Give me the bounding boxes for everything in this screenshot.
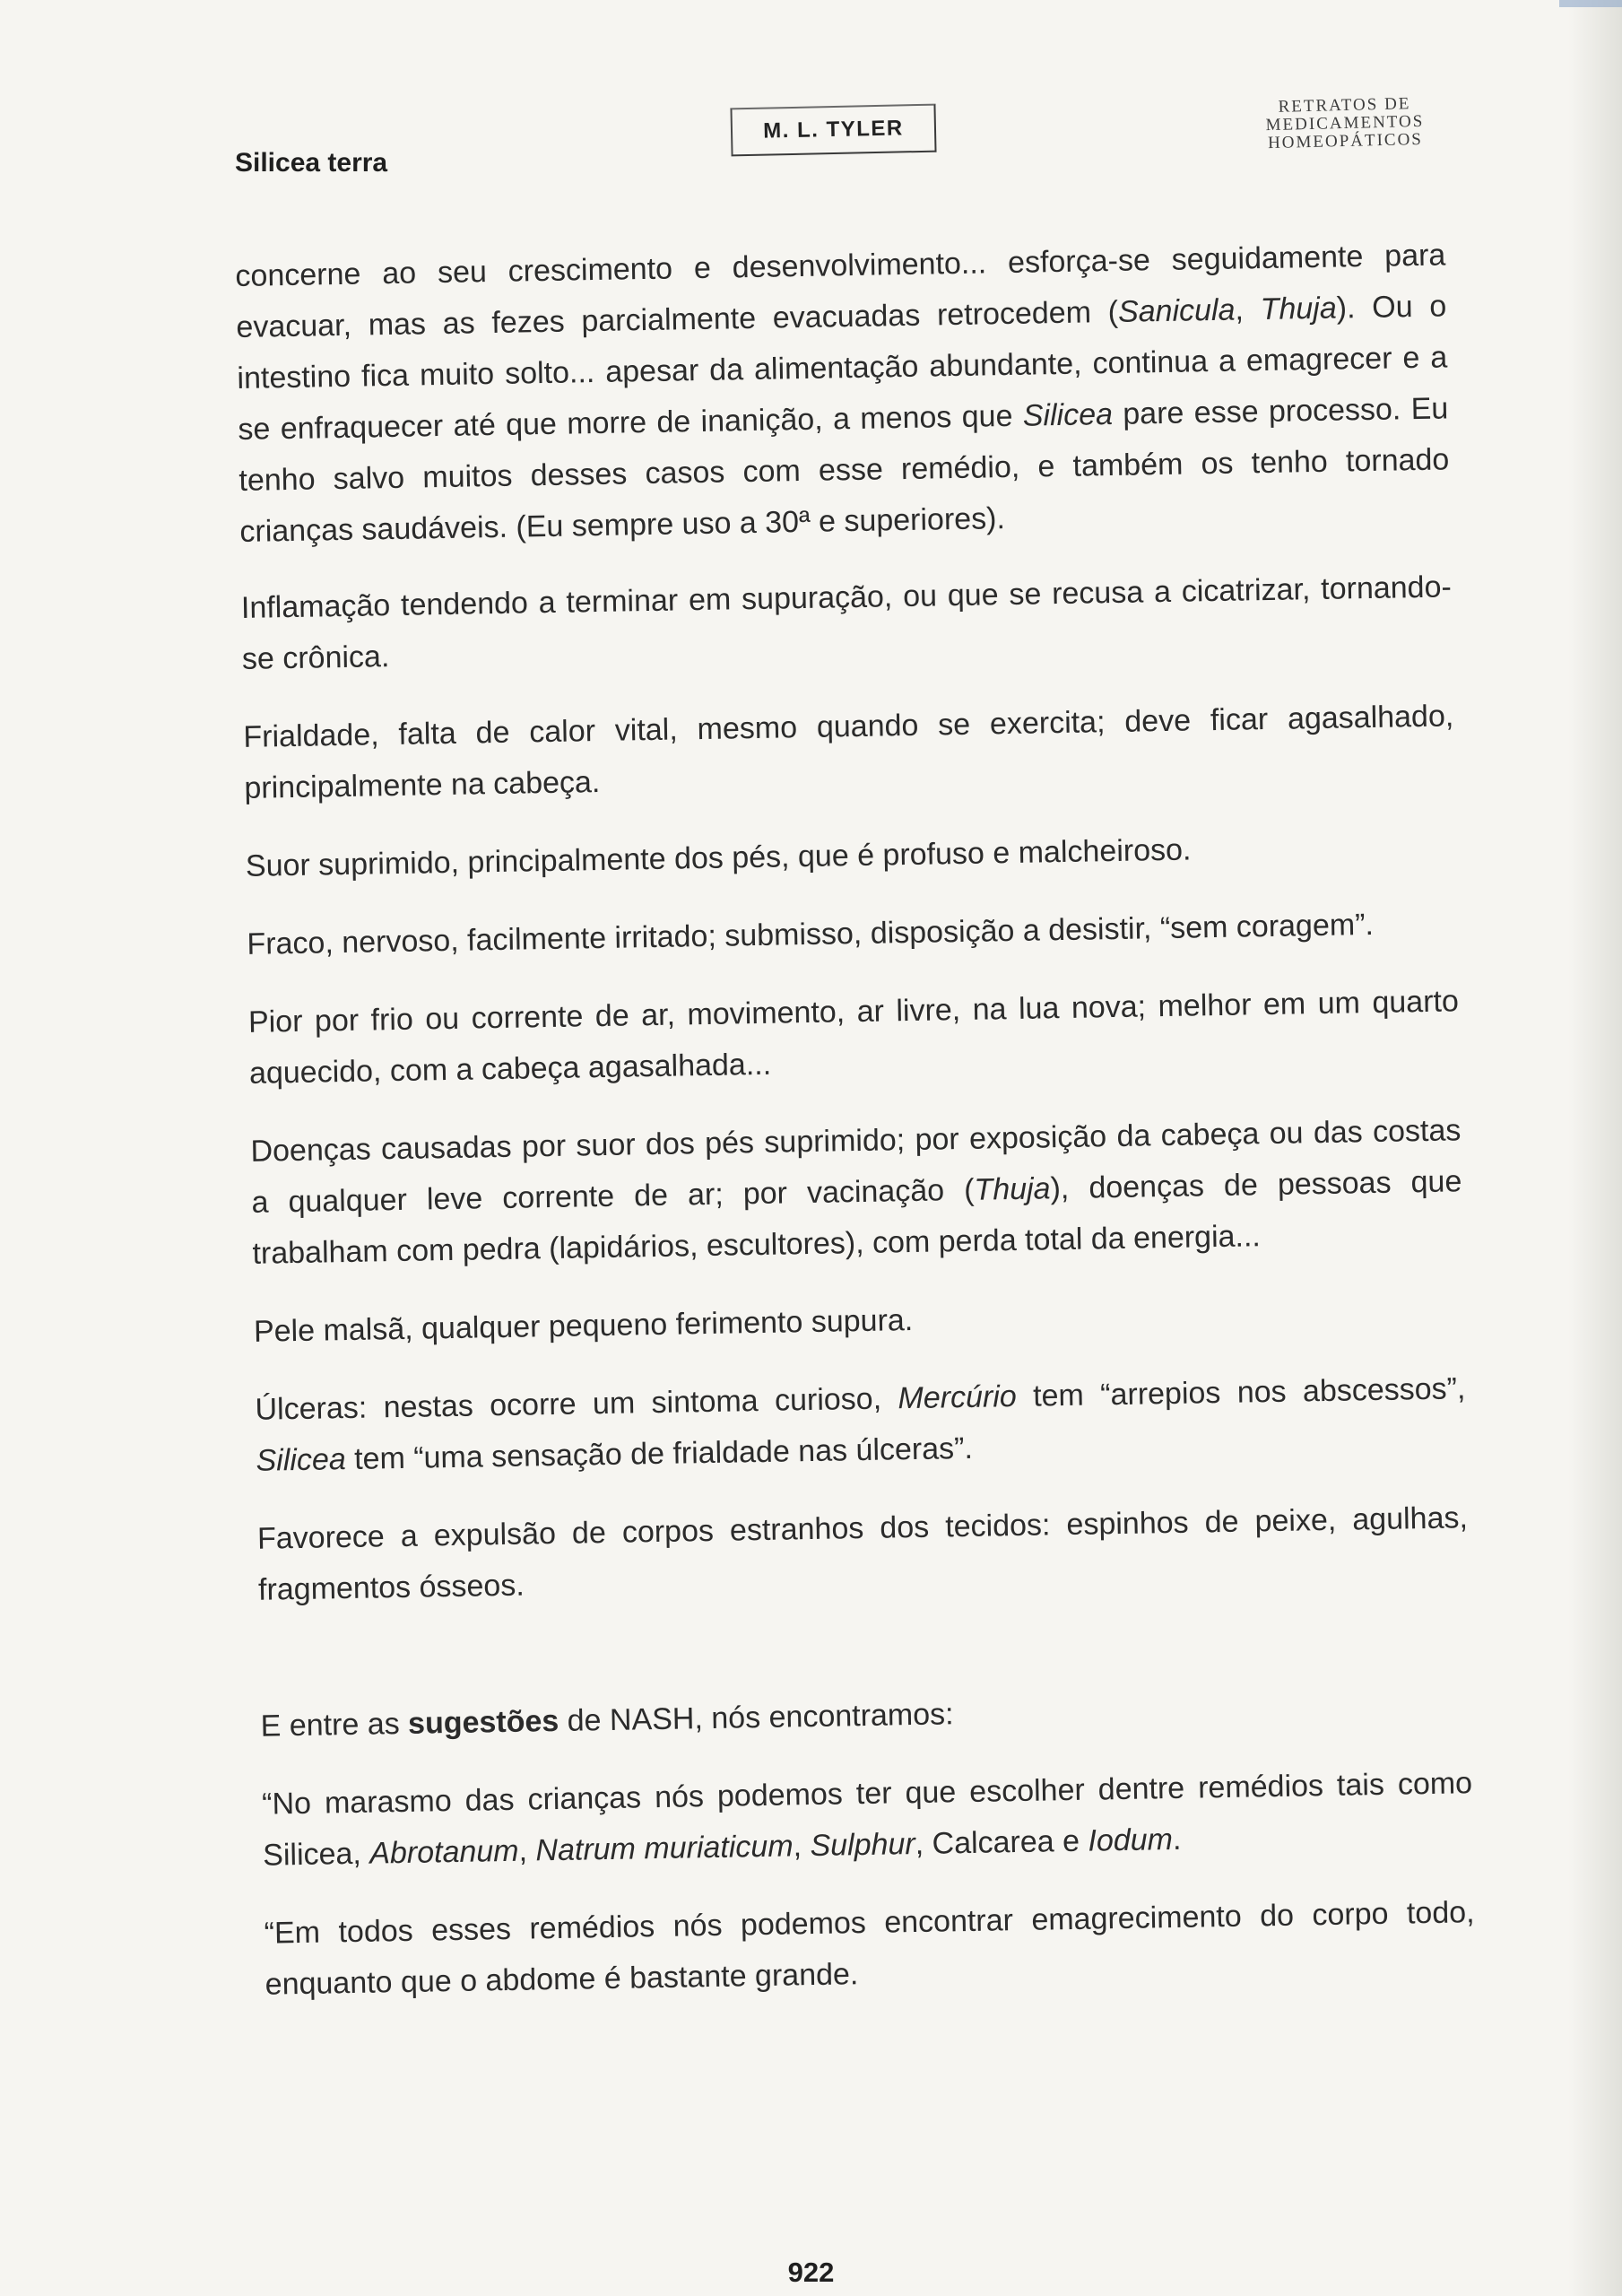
paragraph-p3 [243,691,1455,814]
italic-term: Sanicula [1117,292,1236,329]
italic-term: Iodum [1088,1822,1174,1858]
paragraph-p2 [240,561,1453,685]
book-title-line: RETRATOS DE [1278,94,1411,117]
paragraph-p1 [235,230,1451,558]
section-title: Silicea terra [235,148,388,178]
paragraph-p4 [245,820,1456,892]
paragraph-p6 [248,976,1461,1100]
text-run: Pele malsã, qualquer pequeno ferimento supura. [253,1302,914,1349]
text-run: , [518,1833,536,1868]
text-run: Pior por frio ou corrente de ar, movimento, ar livre, na lua nova; melhor em um quarto aquecido, com a cabeça agasalhada... [247,984,1460,1091]
text-run: Suor suprimido, principalmente dos pés, que é profuso e malcheiroso. [245,832,1192,883]
italic-term: Mercúrio [898,1378,1018,1416]
paragraph-p8 [254,1285,1465,1358]
text-run: Frialdade, falta de calor vital, mesmo quando se exercita; deve ficar agasalhado, principalmente na cabeça. [243,699,1454,805]
text-run: tem “arrepios nos abscessos”, [1016,1371,1466,1413]
paragraph-p13 [264,1887,1476,2011]
paragraph-p11 [260,1680,1471,1752]
paragraph-p12 [262,1758,1474,1882]
text-run: Doenças causadas por suor dos pés suprimido; por exposição da cabeça ou das costas a qualquer leve corrente de ar; por vacinação ( [250,1113,1462,1220]
text-run: . [1172,1822,1182,1857]
book-title-line: MEDICAMENTOS [1265,111,1425,135]
body-text [235,230,1477,2037]
paragraph-p10 [257,1492,1470,1616]
text-run: Inflamação tendendo a terminar em supuração, ou que se recusa a cicatrizar, tornando-se crônica. [240,570,1453,676]
book-title-line: HOMEOPÁTICOS [1267,129,1424,153]
text-run: “Em todos esses remédios nós podemos encontrar emagrecimento do corpo todo, enquanto que o abdome é bastante grande. [264,1895,1475,2002]
italic-term: Natrum muriaticum [535,1829,794,1868]
book-title [1227,94,1462,153]
bold-term: sugestões [407,1703,559,1741]
text-run: Úlceras: nestas ocorre um sintoma curioso, [255,1381,898,1427]
paragraph-p9 [255,1363,1467,1487]
page-number: 922 [787,2257,835,2288]
text-run: , [1235,292,1261,327]
text-run: tem “uma sensação de frialdade nas úlceras”. [345,1431,974,1477]
paragraph-p7 [250,1105,1463,1280]
text-run: ). Ou o intestino fica muito solto... apesar da alimentação abundante, continua a emagrecer e a se enfraquecer até que morre de inanição, a menos que [237,289,1448,447]
text-run: ), doenças de pessoas que trabalham com pedra (lapidários, escultores), com perda total da energia... [252,1164,1462,1271]
italic-term: Sulphur [810,1827,916,1864]
italic-term: Thuja [974,1171,1051,1207]
text-run: concerne ao seu crescimento e desenvolvimento... esforça-se seguidamente para evacuar, mas as fezes parcialmente evacuadas retrocedem ( [235,238,1446,344]
italic-term: Abrotanum [369,1833,519,1871]
author-label: M. L. TYLER [730,104,936,157]
paragraph-p5 [247,898,1458,970]
page-header [0,0,1622,197]
italic-term: Thuja [1260,291,1338,327]
text-run: , [793,1829,811,1864]
text-run: E entre as [260,1706,409,1744]
italic-term: Silicea [256,1442,347,1478]
text-run: de NASH, nós encontramos: [558,1697,954,1738]
text-run: Fraco, nervoso, facilmente irritado; submisso, disposição a desistir, “sem coragem”. [247,907,1375,961]
text-run: “No marasmo das crianças nós podemos ter que escolher dentre remédios tais como Silicea, [261,1766,1473,1873]
text-run: , Calcarea e [915,1823,1089,1862]
text-run: pare esse processo. Eu tenho salvo muitos desses casos com esse remédio, e também os tenho tornado crianças saudáveis. (Eu sempre uso a 30ª e superiores). [239,391,1450,549]
page-edge-shadow [1568,0,1622,2296]
italic-term: Silicea [1022,396,1114,433]
text-run: Favorece a expulsão de corpos estranhos dos tecidos: espinhos de peixe, agulhas, fragmentos ósseos. [256,1500,1469,1607]
